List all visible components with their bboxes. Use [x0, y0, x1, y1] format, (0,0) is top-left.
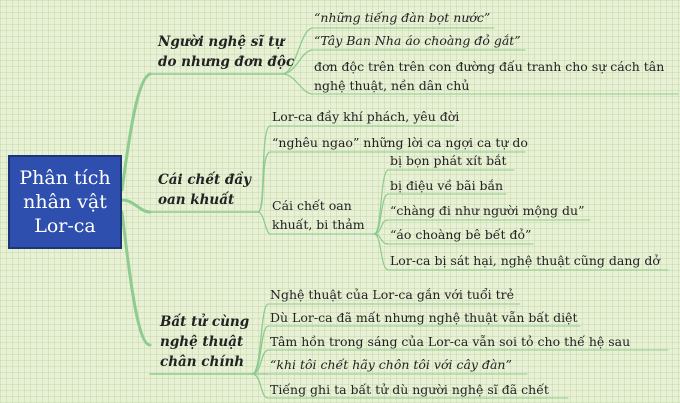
- branch-line: do nhưng đơn độc: [158, 54, 295, 70]
- branch-line: nghệ thuật: [160, 334, 244, 350]
- leaf-node: “những tiếng đàn bọt nước”: [314, 10, 491, 25]
- branch-line: Bất tử cùng: [160, 314, 250, 330]
- leaf-node: Lor-ca bị sát hại, nghệ thuật cũng dang dở: [390, 253, 660, 268]
- leaf-node: “khi tôi chết hãy chôn tôi với cây đàn”: [270, 357, 512, 372]
- leaf-node: “áo choàng bê bết đỏ”: [390, 227, 532, 242]
- leaf-node: bị bọn phát xít bắt: [390, 153, 507, 168]
- leaf-node: “Tây Ban Nha áo choàng đỏ gắt”: [314, 33, 521, 48]
- branch-line: oan khuất: [158, 192, 235, 208]
- branch-node-nghe-si: [158, 32, 294, 72]
- leaf-node: Nghệ thuật của Lor-ca gắn với tuổi trẻ: [270, 287, 514, 302]
- branch-line: Cái chết đầy: [158, 172, 251, 188]
- branch-line: Người nghệ sĩ tự: [158, 34, 285, 50]
- leaf-node: bị điệu về bãi bắn: [390, 178, 504, 193]
- branch-node-cai-chet: [158, 170, 251, 210]
- leaf-line: đơn độc trên trên con đường đấu tranh cho sự cách tân: [314, 59, 665, 74]
- leaf-node: “nghêu ngao” những lời ca ngợi ca tự do: [272, 135, 528, 150]
- root-line: Phân tích: [19, 167, 111, 189]
- leaf-node: Dù Lor-ca đã mất nhưng nghệ thuật vẫn bất diệt: [270, 310, 578, 325]
- root-node: [8, 155, 122, 249]
- sub-branch-line: Cái chết oan: [272, 198, 352, 213]
- root-line: Lor-ca: [34, 215, 96, 237]
- connector-root-branch-3: [122, 212, 150, 345]
- leaf-node: “chàng đi như người mộng du”: [390, 203, 585, 218]
- branch-line: chân chính: [160, 354, 245, 370]
- branch-node-bat-tu: [160, 312, 249, 372]
- connector-root-branch-1: [122, 74, 150, 190]
- leaf-node: Lor-ca đầy khí phách, yêu đời: [272, 109, 460, 124]
- leaf-node: Tiếng ghi ta bất tử dù người nghệ sĩ đã chết: [270, 382, 549, 397]
- root-line: nhân vật: [23, 191, 107, 213]
- connector-root-branch-2: [122, 200, 150, 212]
- sub-branch-line: khuất, bi thảm: [272, 217, 365, 232]
- leaf-node: Tâm hồn trong sáng của Lor-ca vẫn soi tỏ cho thế hệ sau: [270, 334, 631, 349]
- sub-branch-node: [272, 196, 365, 234]
- leaf-line: nghệ thuật, nền dân chủ: [314, 78, 470, 93]
- leaf-node: [314, 57, 664, 95]
